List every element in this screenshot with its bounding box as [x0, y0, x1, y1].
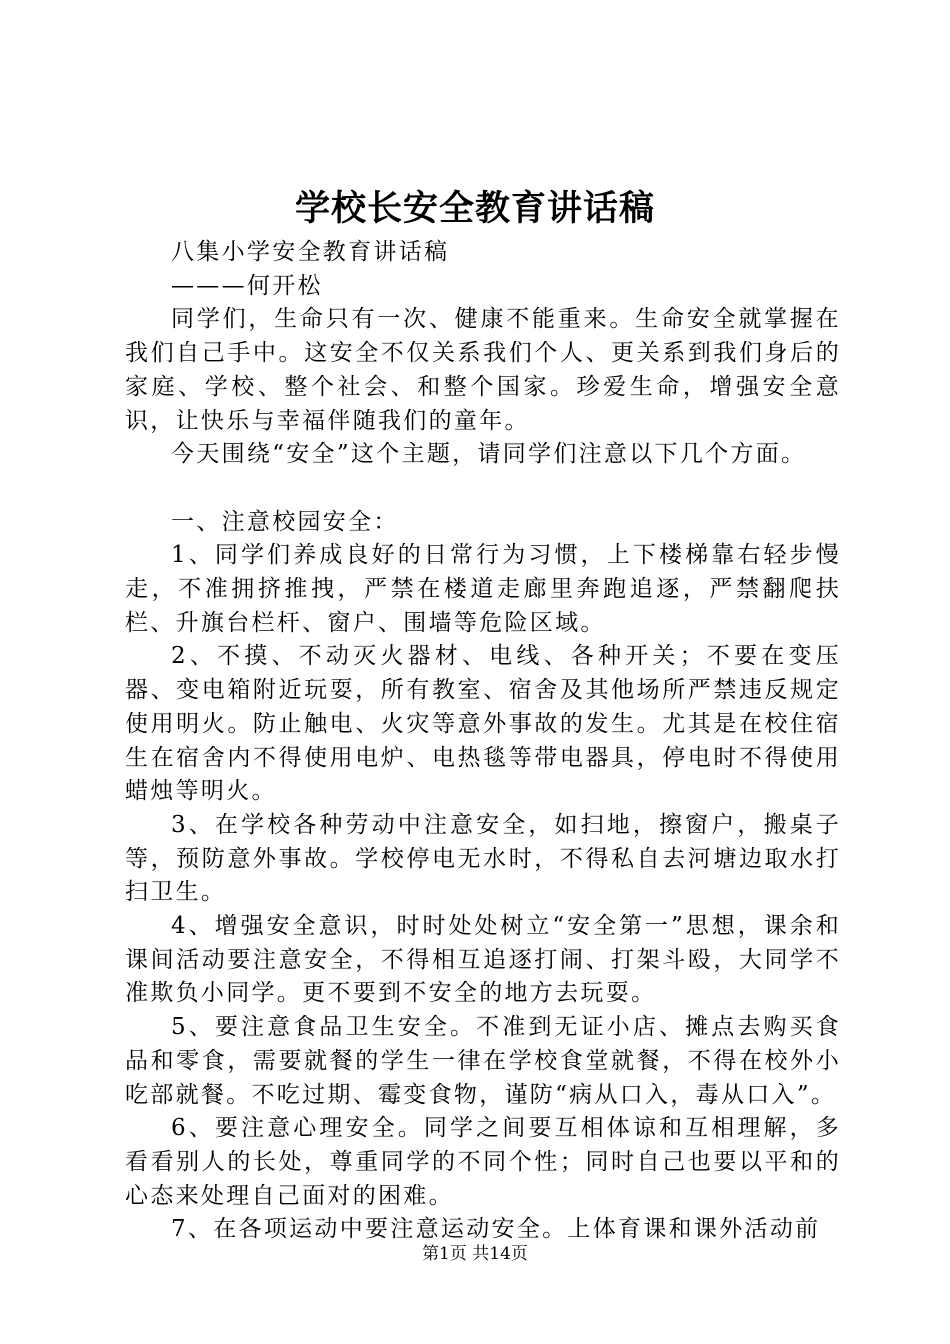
section-heading: 一、注意校园安全：: [171, 508, 399, 535]
document-title: 学校长安全教育讲话稿: [294, 189, 655, 229]
paragraph-item-1: 1、同学们养成良好的日常行为习惯，上下楼梯靠右轻步慢走，不准拥挤推拽，严禁在楼道走廊里奔跑追逐，严禁翻爬扶栏、升旗台栏杆、窗户、围墙等危险区域。: [125, 542, 841, 636]
paragraph-item-6: 6、要注意心理安全。同学之间要互相体谅和互相理解，多看看别人的长处，尊重同学的不同个性；同时自己也要以平和的心态来处理自己面对的困难。: [125, 1115, 841, 1209]
paragraph-item-3: 3、在学校各种劳动中注意安全，如扫地，擦窗户，搬桌子等，预防意外事故。学校停电无水时，不得私自去河塘边取水打扫卫生。: [125, 811, 841, 906]
paragraph-author: ———何开松: [171, 272, 323, 299]
blank-line: [125, 472, 841, 506]
paragraph-item-5: 5、要注意食品卫生安全。不准到无证小店、摊点去购买食品和零食，需要就餐的学生一律在学校食堂就餐，不得在校外小吃部就餐。不吃过期、霉变食物，谨防“病从口入，毒从口入”。: [125, 1014, 841, 1108]
paragraph-item-4: 4、增强安全意识，时时处处树立“安全第一”思想，课余和课间活动要注意安全，不得相互追逐打闹、打架斗殴，大同学不准欺负小同学。更不要到不安全的地方去玩耍。: [125, 913, 841, 1007]
paragraph-intro: 同学们，生命只有一次、健康不能重来。生命安全就掌握在我们自己手中。这安全不仅关系我们个人、更关系到我们身后的家庭、学校、整个社会、和整个国家。珍爱生命，增强安全意识，让快乐与幸福伴随我们的童年。: [125, 306, 841, 434]
document-body: [125, 236, 841, 1247]
page-footer: 第1页 共14页: [422, 1244, 528, 1264]
paragraph-item-2: 2、不摸、不动灭火器材、电线、各种开关；不要在变压器、变电箱附近玩耍，所有教室、宿舍及其他场所严禁违反规定使用明火。防止触电、火灾等意外事故的发生。尤其是在校住宿生在宿舍内不得使用电炉、电热毯等带电器具，停电时不得使用蜡烛等明火。: [125, 643, 841, 805]
paragraph-item-7: 7、在各项运动中要注意运动安全。上体育课和课外活动前: [171, 1216, 821, 1243]
paragraph-subtitle: 八集小学安全教育讲话稿: [171, 239, 450, 265]
paragraph-topic: 今天围绕“安全”这个主题，请同学们注意以下几个方面。: [171, 441, 807, 468]
